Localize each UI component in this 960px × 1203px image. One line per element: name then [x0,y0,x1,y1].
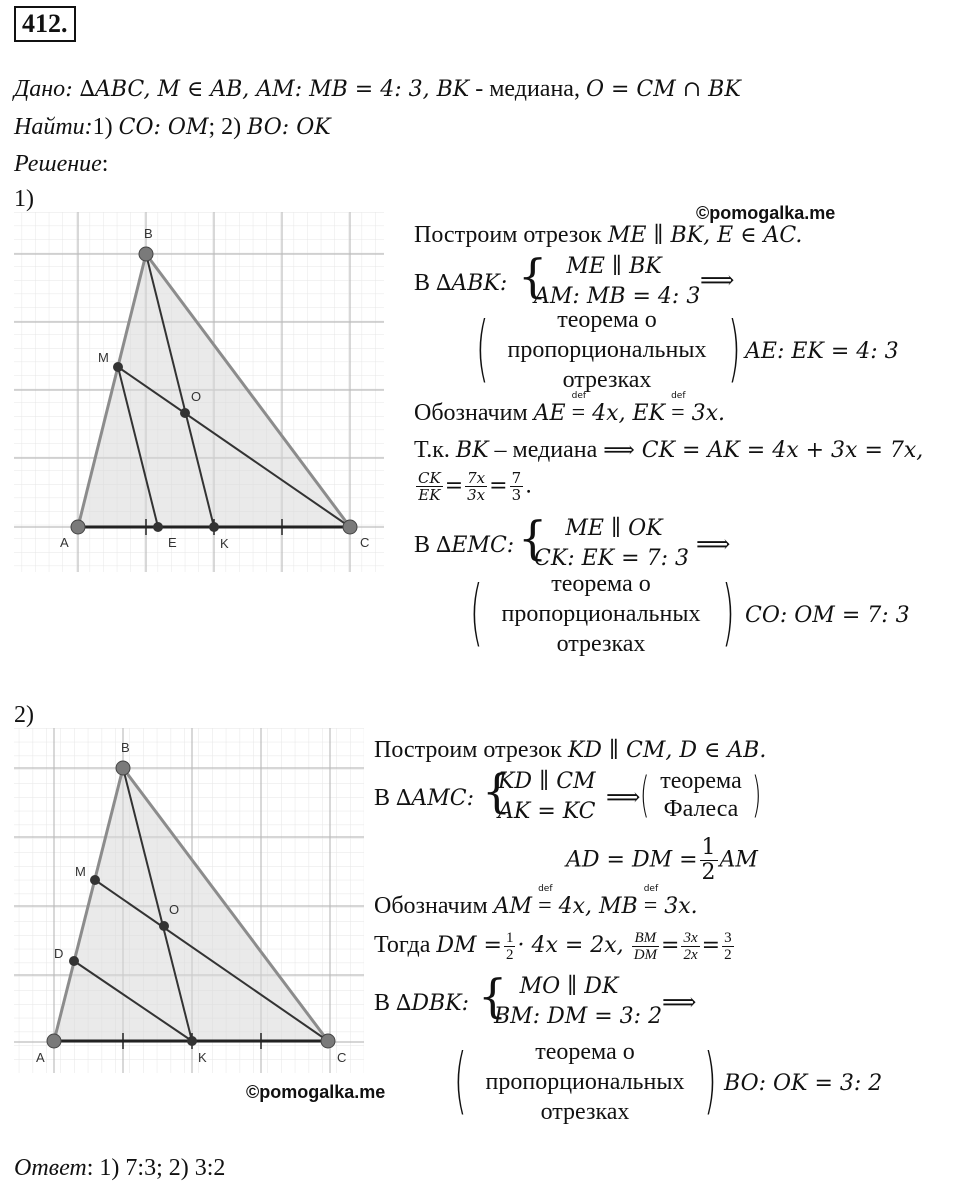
p1-brace-1: { [518,249,548,303]
p1-brace-2: { [518,511,548,565]
p2-thales [646,767,756,823]
p1-theorem-1-l1: теорема о [557,307,657,333]
p2-sys1-b: AK = KC [498,799,596,824]
label-m-2: M [75,864,86,879]
p2-ad-am: AM [719,847,758,873]
p1-theorem-2-l2: пропорциональных [501,601,701,627]
solution-label-text: Решение [14,151,102,177]
given-line [14,76,741,103]
p1-emc-math: ∆EMC: [436,533,515,558]
p1-ratio [414,470,532,503]
p2-denote-a: AM [493,894,533,919]
label-o-2: O [169,902,180,917]
p2-denote-c: 3x. [657,894,698,919]
label-a-2: A [36,1050,45,1065]
p2-frac-3: 3 [724,930,732,946]
p2-dbk-math: ∆DBK: [396,991,470,1016]
p2-line-construct [374,737,766,764]
p2-then-frac-2: 2 [505,947,514,963]
figure-2 [14,728,364,1073]
find-label: Найти: [14,114,93,140]
find-math-1: CO: OM [118,115,209,140]
p1-theorem-1-l3: отрезках [562,367,652,393]
p2-amc-math: ∆AMC: [396,786,475,811]
p1-frac-7-3 [510,470,524,503]
p2-def-2: def = [643,884,659,919]
point-d [69,956,79,966]
point-m [113,362,123,372]
p2-sys2-a: MO ∥ DK [519,974,619,999]
p1-paren-left-1: ( [476,306,489,390]
point-o [180,408,190,418]
p2-then-frac-1: 1 [505,930,514,946]
p2-frac-1: 1 [701,835,716,860]
p1-def-2-tag: def [671,391,686,401]
p1-line-construct [414,222,802,249]
p1-eq-2: = [489,473,508,499]
p1-period: . [525,473,533,499]
p2-brace-1: { [482,764,512,818]
point-a [71,520,85,534]
label-k: K [220,536,229,551]
point-a-2 [47,1034,61,1048]
watermark-1: ©pomogalka.me [696,203,836,223]
p1-frac-7: 7 [511,469,522,487]
p1-emc-label [414,532,514,559]
p1-result-1: AE: EK = 4: 3 [745,339,899,364]
p1-sys1-b: AM: MB = 4: 3 [534,284,701,309]
p2-amc-text: В [374,785,397,811]
p1-abk-math: ∆ABK: [436,271,508,296]
p2-frac-half [700,836,718,885]
point-c [343,520,357,534]
p1-sys1-a: ME ∥ BK [566,254,662,279]
p1-theorem-2 [476,569,726,659]
point-e [153,522,163,532]
p1-denote-a: AE [533,401,566,426]
p1-denote-c: 3x. [684,401,725,426]
find-math-2: BO: OK [247,115,331,140]
p2-denote-text: Обозначим [374,893,494,919]
label-m: M [98,350,109,365]
p1-theorem-1 [482,305,732,395]
p1-theorem-2-l1: теорема о [551,571,651,597]
p1-theorem-2-l3: отрезках [556,631,646,657]
p1-denote-text: Обозначим [414,400,534,426]
p2-frac-3x: 3x [683,930,698,946]
p2-construct-text: Построим отрезок [374,737,568,763]
p1-def-1: def = [571,391,587,426]
p1-denote [414,391,725,427]
p2-frac-dm: DM [633,947,658,963]
answer-label: Ответ [14,1155,87,1181]
p2-theorem-l2: пропорциональных [485,1069,685,1095]
p1-denote-b: 4x, EK [585,401,666,426]
label-c-2: C [337,1050,347,1065]
p1-abk-label [414,270,507,297]
watermark-2: ©pomogalka.me [246,1082,386,1102]
p2-then-text: Тогда [374,932,437,959]
p2-sys1-a: KD ∥ CM [498,769,596,794]
p2-thales-l2: Фалеса [663,796,739,822]
p2-def-1-tag: def [538,884,553,894]
p2-frac-3x-2x [681,930,699,963]
p2-dbk-text: В [374,990,397,1016]
p1-construct-text: Построим отрезок [414,222,608,248]
p2-paren-right-thales: ) [752,767,762,823]
p1-frac-7x: 7x [467,469,486,487]
p2-denote [374,884,698,920]
label-a: A [60,535,69,550]
p1-sys2-a: ME ∥ OK [565,516,663,541]
point-b-2 [116,761,130,775]
solution-label: Решение: [14,151,109,177]
p2-then-math2: · 4x = 2x, [517,933,624,959]
p2-frac-3-2 [722,930,734,963]
point-o-2 [159,921,169,931]
label-k-2: K [198,1050,207,1065]
p2-implies-2: ⟹ [662,988,697,1016]
p2-theorem [460,1037,710,1127]
p2-frac-2b: 2 [724,947,732,963]
p1-frac-3x: 3x [467,486,486,504]
point-k [209,522,219,532]
p2-sys2-b: BM: DM = 3: 2 [494,1004,663,1029]
figure-1 [14,212,384,572]
p2-dbk-label [374,990,469,1017]
p1-median-math2: ⟹ CK = AK = 4x + 3x = 7x, [603,438,924,463]
p2-frac-2x: 2x [683,947,698,963]
p1-median-text2: – медиана [488,437,604,463]
p2-ad-eq [566,836,758,885]
p2-def-2-tag: def [643,884,659,894]
part2-label: 2) [14,702,34,728]
p2-def-1: def = [538,884,553,919]
p1-median-math1: BK [455,438,489,463]
p2-brace-2: { [478,969,508,1023]
p2-then-frac-half [504,930,516,963]
p2-paren-right-2: ) [704,1038,717,1122]
p1-paren-right-1: ) [728,306,741,390]
p1-implies-2: ⟹ [696,530,731,558]
p2-ad-eq-text: AD = DM = [566,847,698,873]
p1-paren-left-2: ( [470,570,483,654]
given-label: Дано [14,76,66,102]
p1-eq-1: = [444,473,464,499]
given-text: - медиана, [469,76,586,102]
p1-def-2: def = [671,391,686,426]
p1-paren-right-2: ) [722,570,735,654]
p2-paren-left-2: ( [454,1038,467,1122]
p1-frac-7x-3x [465,470,487,503]
find-sep: ; 2) [208,114,248,140]
p1-frac-ck: CK [418,469,441,487]
p1-abk-text: В [414,270,437,296]
p1-theorem-1-l2: пропорциональных [507,337,707,363]
p1-result-2: CO: OM = 7: 3 [745,603,910,628]
problem-number: 412. [14,6,76,42]
p1-sys2-b: CK: EK = 7: 3 [534,546,689,571]
p2-then-math1: DM = [436,933,502,959]
label-b: B [144,226,153,241]
p1-frac-ek: EK [418,486,441,504]
p2-eq-1: = [661,933,680,959]
p1-implies-1: ⟹ [700,266,735,294]
p1-emc-text: В [414,532,437,558]
find-text: 1) [92,114,119,140]
given-math-2: O = CM ∩ BK [585,77,741,102]
p2-construct-math: KD ∥ CM, D ∈ AB. [567,738,767,763]
answer-line [14,1155,225,1182]
find-line [14,114,331,141]
p2-theorem-l3: отрезках [540,1099,630,1125]
p2-frac-bm: BM [632,930,659,947]
point-b [139,247,153,261]
p1-construct-math: ME ∥ BK, E ∈ AC. [607,223,803,248]
part1-label: 1) [14,186,34,212]
label-e: E [168,535,177,550]
p2-theorem-l1: теорема о [535,1039,635,1065]
p2-frac-bm-dm [632,930,659,963]
p2-denote-b: 4x, MB [551,894,638,919]
p1-median [414,437,923,464]
p2-then [374,930,736,963]
label-c: C [360,535,370,550]
given-math-1: : ∆ABC, M ∈ AB, AM: MB = 4: 3, BK [65,77,470,102]
label-o: O [191,389,202,404]
p1-median-text: Т.к. [414,437,456,463]
p2-thales-l1: теорема [660,768,742,794]
point-c-2 [321,1034,335,1048]
p2-implies-1: ⟹ [606,783,641,811]
p2-amc-label [374,785,474,812]
p2-frac-2: 2 [701,860,716,885]
point-m-2 [90,875,100,885]
p1-frac-ck-ek [416,470,443,503]
p1-def-1-tag: def [571,391,587,401]
p1-frac-3: 3 [511,486,522,504]
point-k-2 [187,1036,197,1046]
p2-paren-left-thales: ( [640,767,650,823]
label-b-2: B [121,740,130,755]
label-d: D [54,946,64,961]
p2-result: BO: OK = 3: 2 [724,1071,883,1096]
p2-eq-2: = [701,933,721,959]
answer-text: : 1) 7:3; 2) 3:2 [86,1155,226,1181]
